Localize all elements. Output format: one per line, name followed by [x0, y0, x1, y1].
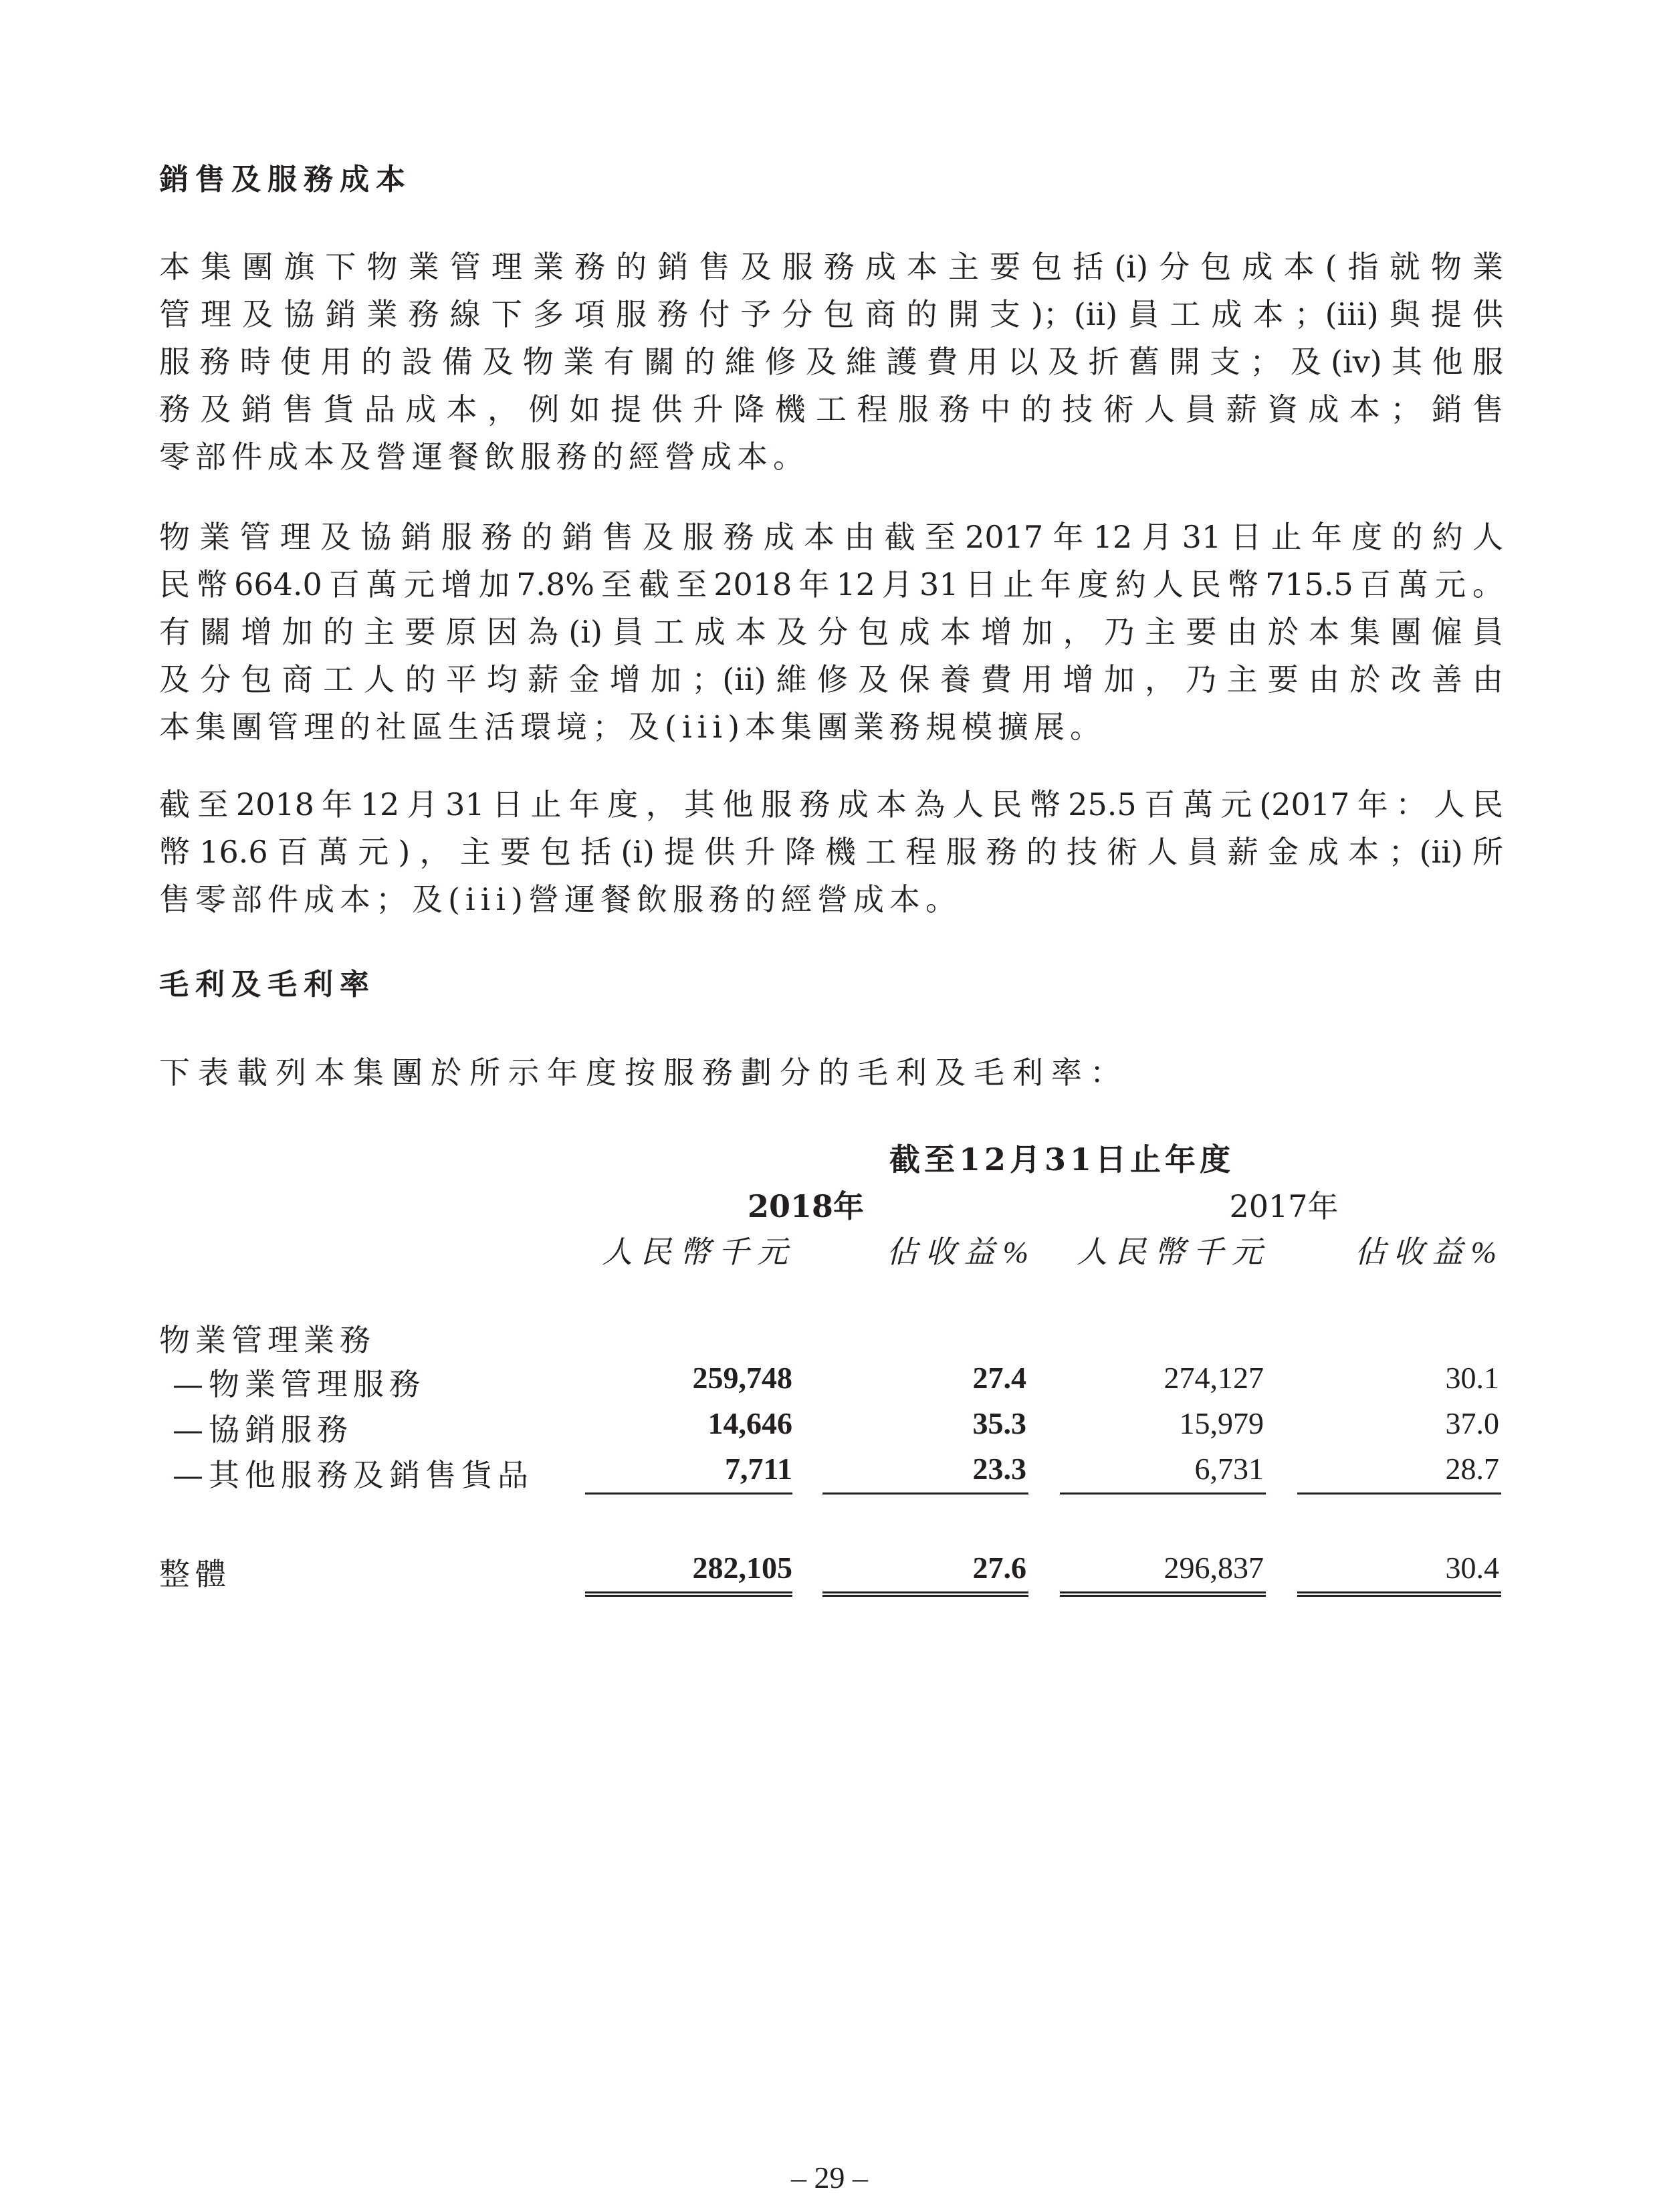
table-group-label: 物業管理業務 — [159, 1322, 376, 1358]
table-cell-pct-2017: 37.0 — [1445, 1406, 1499, 1440]
subtotal-rule — [585, 1492, 792, 1495]
table-row-label: —協銷服務 — [173, 1412, 353, 1448]
table-cell-rmb-2017: 15,979 — [1179, 1406, 1264, 1440]
total-double-rule — [585, 1591, 792, 1597]
table-cell-rmb-2017: 6,731 — [1194, 1452, 1264, 1486]
table-row-label: —其他服務及銷售貨品 — [173, 1457, 534, 1493]
table-period-header: 截至12月31日止年度 — [889, 1141, 1235, 1178]
paragraph-line: 服務時使用的設備及物業有關的維修及維護費用以及折舊開支；及(iv)其他服 — [159, 344, 1503, 380]
total-double-rule — [1060, 1591, 1266, 1597]
total-double-rule — [1297, 1591, 1501, 1597]
col-header-pct-2017: 佔收益% — [1354, 1235, 1505, 1269]
table-total-rmb-2018: 282,105 — [692, 1551, 792, 1585]
table-cell-pct-2017: 30.1 — [1445, 1361, 1499, 1395]
table-cell-pct-2018: 27.4 — [972, 1361, 1026, 1395]
total-double-rule — [822, 1591, 1028, 1597]
paragraph-line: 有關增加的主要原因為(i)員工成本及分包成本增加，乃主要由於本集團僱員 — [159, 614, 1503, 650]
paragraph-line: 幣16.6百萬元)，主要包括(i)提供升降機工程服務的技術人員薪金成本；(ii)所 — [159, 834, 1503, 870]
subtotal-rule — [1060, 1492, 1266, 1495]
paragraph-line: 截至2018年12月31日止年度，其他服務成本為人民幣25.5百萬元(2017年：人民 — [159, 786, 1503, 822]
paragraph-line: 民幣664.0百萬元增加7.8%至截至2018年12月31日止年度約人民幣715.5百萬元。 — [159, 566, 1503, 602]
table-cell-pct-2017: 28.7 — [1445, 1452, 1499, 1486]
paragraph-line: 管理及協銷業務線下多項服務付予分包商的開支)；(ii)員工成本；(iii)與提供 — [159, 296, 1503, 332]
page-number: – 29 – — [791, 2161, 868, 2195]
table-year-2018: 2018年 — [747, 1188, 865, 1224]
table-total-pct-2017: 30.4 — [1445, 1551, 1499, 1585]
subtotal-rule — [1297, 1492, 1501, 1495]
paragraph-line: 物業管理及協銷服務的銷售及服務成本由截至2017年12月31日止年度的約人 — [159, 519, 1503, 555]
section-heading-cost-of-sales: 銷售及服務成本 — [159, 162, 412, 197]
table-intro-text: 下表載列本集團於所示年度按服務劃分的毛利及毛利率： — [159, 1055, 1129, 1091]
paragraph-line: 本集團旗下物業管理業務的銷售及服務成本主要包括(i)分包成本(指就物業 — [159, 249, 1503, 285]
paragraph-line: 零部件成本及營運餐飲服務的經營成本。 — [159, 439, 809, 475]
table-total-rmb-2017: 296,837 — [1164, 1551, 1264, 1585]
table-cell-pct-2018: 35.3 — [972, 1406, 1026, 1440]
table-cell-pct-2018: 23.3 — [972, 1452, 1026, 1486]
table-total-pct-2018: 27.6 — [972, 1551, 1026, 1585]
col-header-rmb-2017: 人民幣千元 — [1077, 1235, 1270, 1269]
paragraph-line: 及分包商工人的平均薪金增加；(ii)維修及保養費用增加，乃主要由於改善由 — [159, 661, 1503, 697]
table-total-label: 整體 — [159, 1556, 231, 1592]
table-row-label: —物業管理服務 — [173, 1366, 425, 1402]
paragraph-line: 務及銷售貨品成本，例如提供升降機工程服務中的技術人員薪資成本；銷售 — [159, 391, 1503, 427]
subtotal-rule — [822, 1492, 1028, 1495]
paragraph-line: 售零部件成本；及(iii)營運餐飲服務的經營成本。 — [159, 881, 962, 917]
table-cell-rmb-2017: 274,127 — [1164, 1361, 1264, 1395]
col-header-pct-2018: 佔收益% — [886, 1235, 1036, 1269]
paragraph-line: 本集團管理的社區生活環境；及(iii)本集團業務規模擴展。 — [159, 709, 1107, 745]
col-header-rmb-2018: 人民幣千元 — [602, 1235, 796, 1269]
table-cell-rmb-2018: 14,646 — [707, 1406, 792, 1440]
section-heading-gross-profit: 毛利及毛利率 — [159, 968, 376, 1002]
table-cell-rmb-2018: 259,748 — [692, 1361, 792, 1395]
table-cell-rmb-2018: 7,711 — [725, 1452, 792, 1486]
table-year-2017: 2017年 — [1229, 1188, 1339, 1224]
